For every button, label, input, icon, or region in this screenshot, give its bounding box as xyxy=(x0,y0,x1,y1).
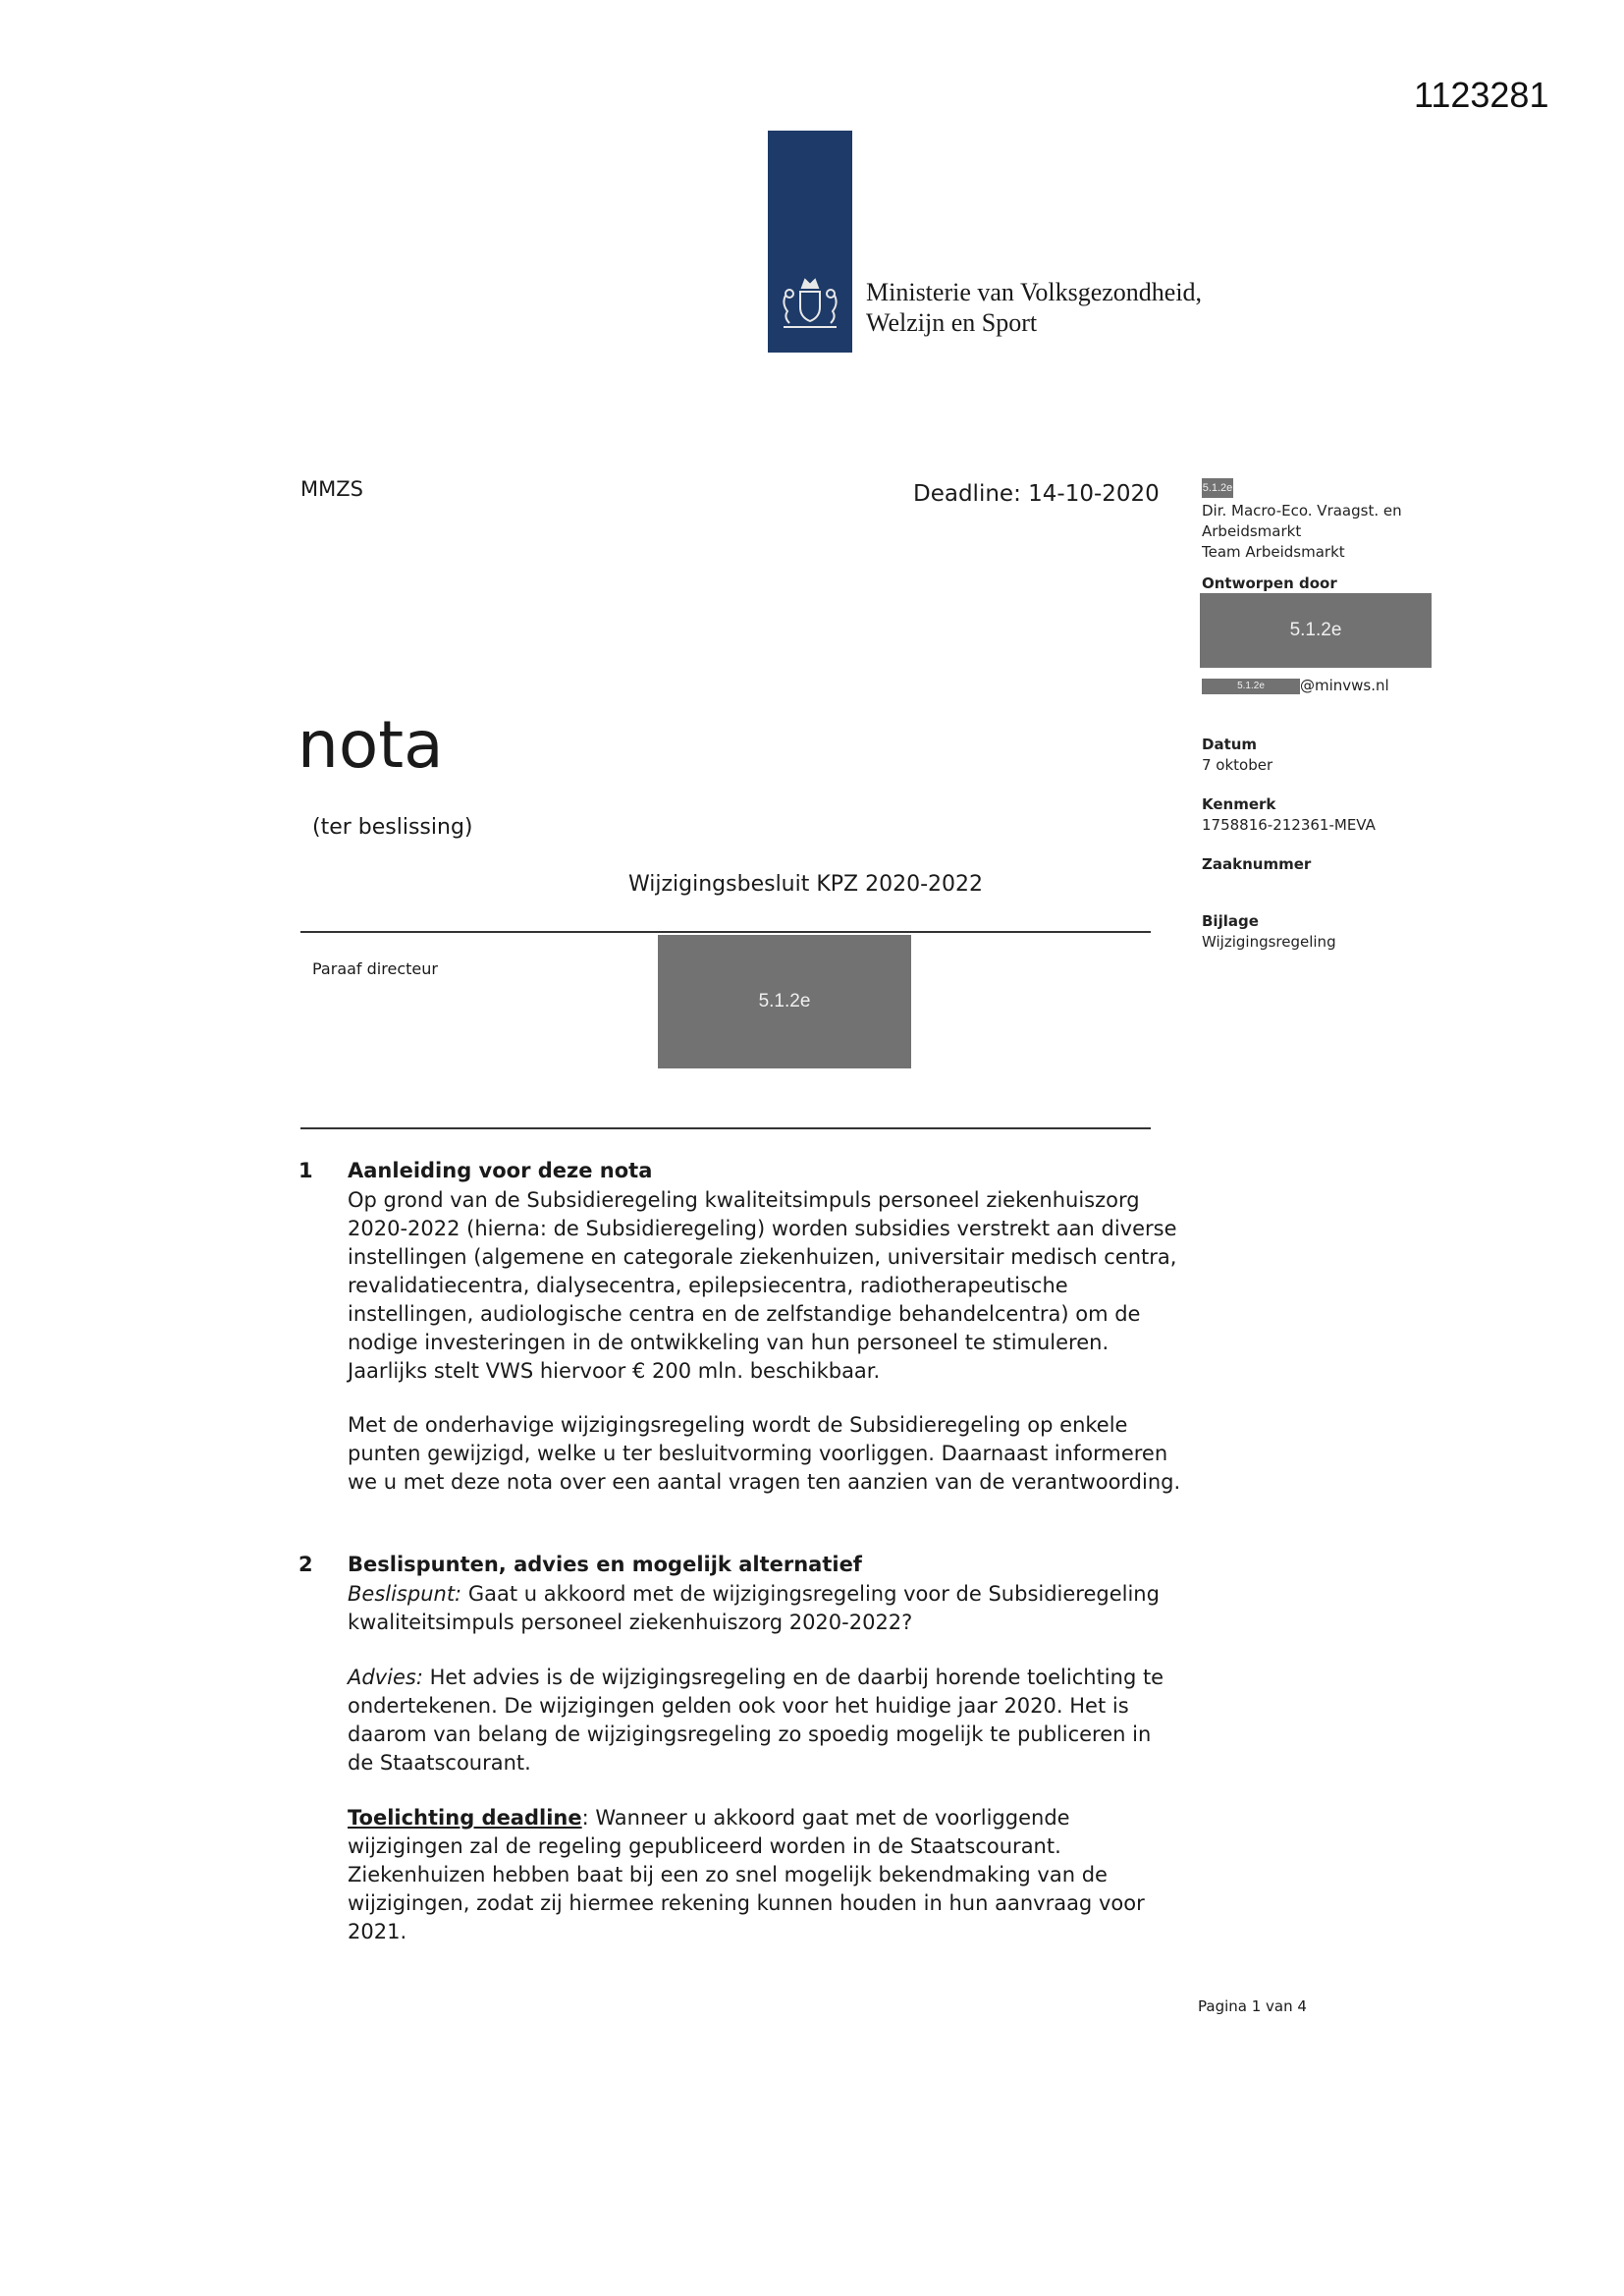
document-title: nota xyxy=(298,707,444,783)
team-name: Team Arbeidsmarkt xyxy=(1202,543,1345,561)
section-number: 1 xyxy=(298,1159,313,1182)
divider xyxy=(300,1127,1151,1129)
advies-paragraph xyxy=(348,1664,1182,1777)
document-subtitle: (ter beslissing) xyxy=(312,815,473,840)
beslispunt-paragraph xyxy=(348,1580,1182,1637)
sidebar-reference xyxy=(1202,794,1376,836)
redaction-block: 5.1.2e xyxy=(1200,593,1432,668)
ministry-logo xyxy=(768,131,852,353)
deadline: Deadline: 14-10-2020 xyxy=(913,481,1160,507)
section-title: Aanleiding voor deze nota xyxy=(348,1159,653,1182)
page-number: Pagina 1 van 4 xyxy=(1198,1997,1307,2015)
document-subject: Wijzigingsbesluit KPZ 2020-2022 xyxy=(628,872,984,897)
redaction-block: 5.1.2e xyxy=(1202,478,1233,498)
document-number: 1123281 xyxy=(1414,75,1549,115)
deadline-label: Toelichting deadline xyxy=(348,1806,582,1830)
date-value: 7 oktober xyxy=(1202,756,1273,774)
ministry-line-1: Ministerie van Volksgezondheid, xyxy=(866,278,1203,306)
sidebar-case xyxy=(1202,854,1311,875)
deadline-text: : Wanneer u akkoord gaat met de voorliggende wijzigingen zal de regeling gepubliceerd worden in de Staatscourant. Ziekenhuizen hebben baat bij een zo snel mogelijk bekendmaking van de wijzigingen, zodat zij hiermee rekening kunnen houden in hun aanvraag voor 2021. xyxy=(348,1806,1145,1943)
sidebar-date xyxy=(1202,735,1272,776)
paraaf-label: Paraaf directeur xyxy=(312,959,438,978)
deadline-paragraph xyxy=(348,1804,1182,1946)
case-label: Zaaknummer xyxy=(1202,855,1312,873)
section-paragraph: Met de onderhavige wijzigingsregeling wordt de Subsidieregeling op enkele punten gewijzigd, welke u ter besluitvorming voorliggen. Daarnaast informeren we u met deze nota over een aantal vragen ten aanzien van de verantwoording. xyxy=(348,1413,1181,1494)
redaction-block: 5.1.2e xyxy=(1202,679,1300,694)
ministry-line-2: Welzijn en Sport xyxy=(866,308,1038,337)
sidebar-attachment xyxy=(1202,911,1336,953)
reference-value: 1758816-212361-MEVA xyxy=(1202,816,1376,834)
beslispunt-text: Gaat u akkoord met de wijzigingsregeling voor de Subsidieregeling kwaliteitsimpuls personeel ziekenhuiszorg 2020-2022? xyxy=(348,1582,1160,1634)
email-suffix: @minvws.nl xyxy=(1300,677,1389,694)
directorate-line-1: Dir. Macro-Eco. Vraagst. en xyxy=(1202,502,1402,519)
section-number: 2 xyxy=(298,1553,313,1576)
redaction-block: 5.1.2e xyxy=(658,935,911,1068)
advies-label: Advies: xyxy=(348,1666,423,1689)
reference-label: Kenmerk xyxy=(1202,795,1276,813)
divider xyxy=(300,931,1151,933)
beslispunt-label: Beslispunt: xyxy=(348,1582,462,1606)
attachment-label: Bijlage xyxy=(1202,912,1259,930)
sidebar-email xyxy=(1202,676,1389,696)
directorate-line-2: Arbeidsmarkt xyxy=(1202,522,1302,540)
section-title: Beslispunten, advies en mogelijk alternatief xyxy=(348,1553,862,1576)
ministry-name xyxy=(866,277,1202,338)
sidebar-directorate xyxy=(1202,501,1402,563)
date-label: Datum xyxy=(1202,736,1258,753)
attachment-value: Wijzigingsregeling xyxy=(1202,933,1336,951)
advies-text: Het advies is de wijzigingsregeling en de daarbij horende toelichting te ondertekenen. De wijzigingen gelden ook voor het huidige jaar 2020. Het is daarom van belang de wijzigingsregeling zo spoedig mogelijk te publiceren in de Staatscourant. xyxy=(348,1666,1164,1775)
section-paragraph: Op grond van de Subsidieregeling kwaliteitsimpuls personeel ziekenhuiszorg 2020-2022 (hierna: de Subsidieregeling) worden subsidies verstrekt aan diverse instellingen (algemene en categorale ziekenhuizen, universitair medisch centra, revalidatiecentra, dialysecentra, epilepsiecentra, radiotherapeutische instellingen, audiologische centra en de zelfstandige behandelcentra) om de nodige investeringen in de ontwikkeling van hun personeel te stimuleren. Jaarlijks stelt VWS hiervoor € 200 mln. beschikbaar. xyxy=(348,1188,1177,1383)
coat-of-arms-icon xyxy=(776,274,844,335)
department-code: MMZS xyxy=(300,477,363,501)
designed-by-label: Ontworpen door xyxy=(1202,574,1337,592)
